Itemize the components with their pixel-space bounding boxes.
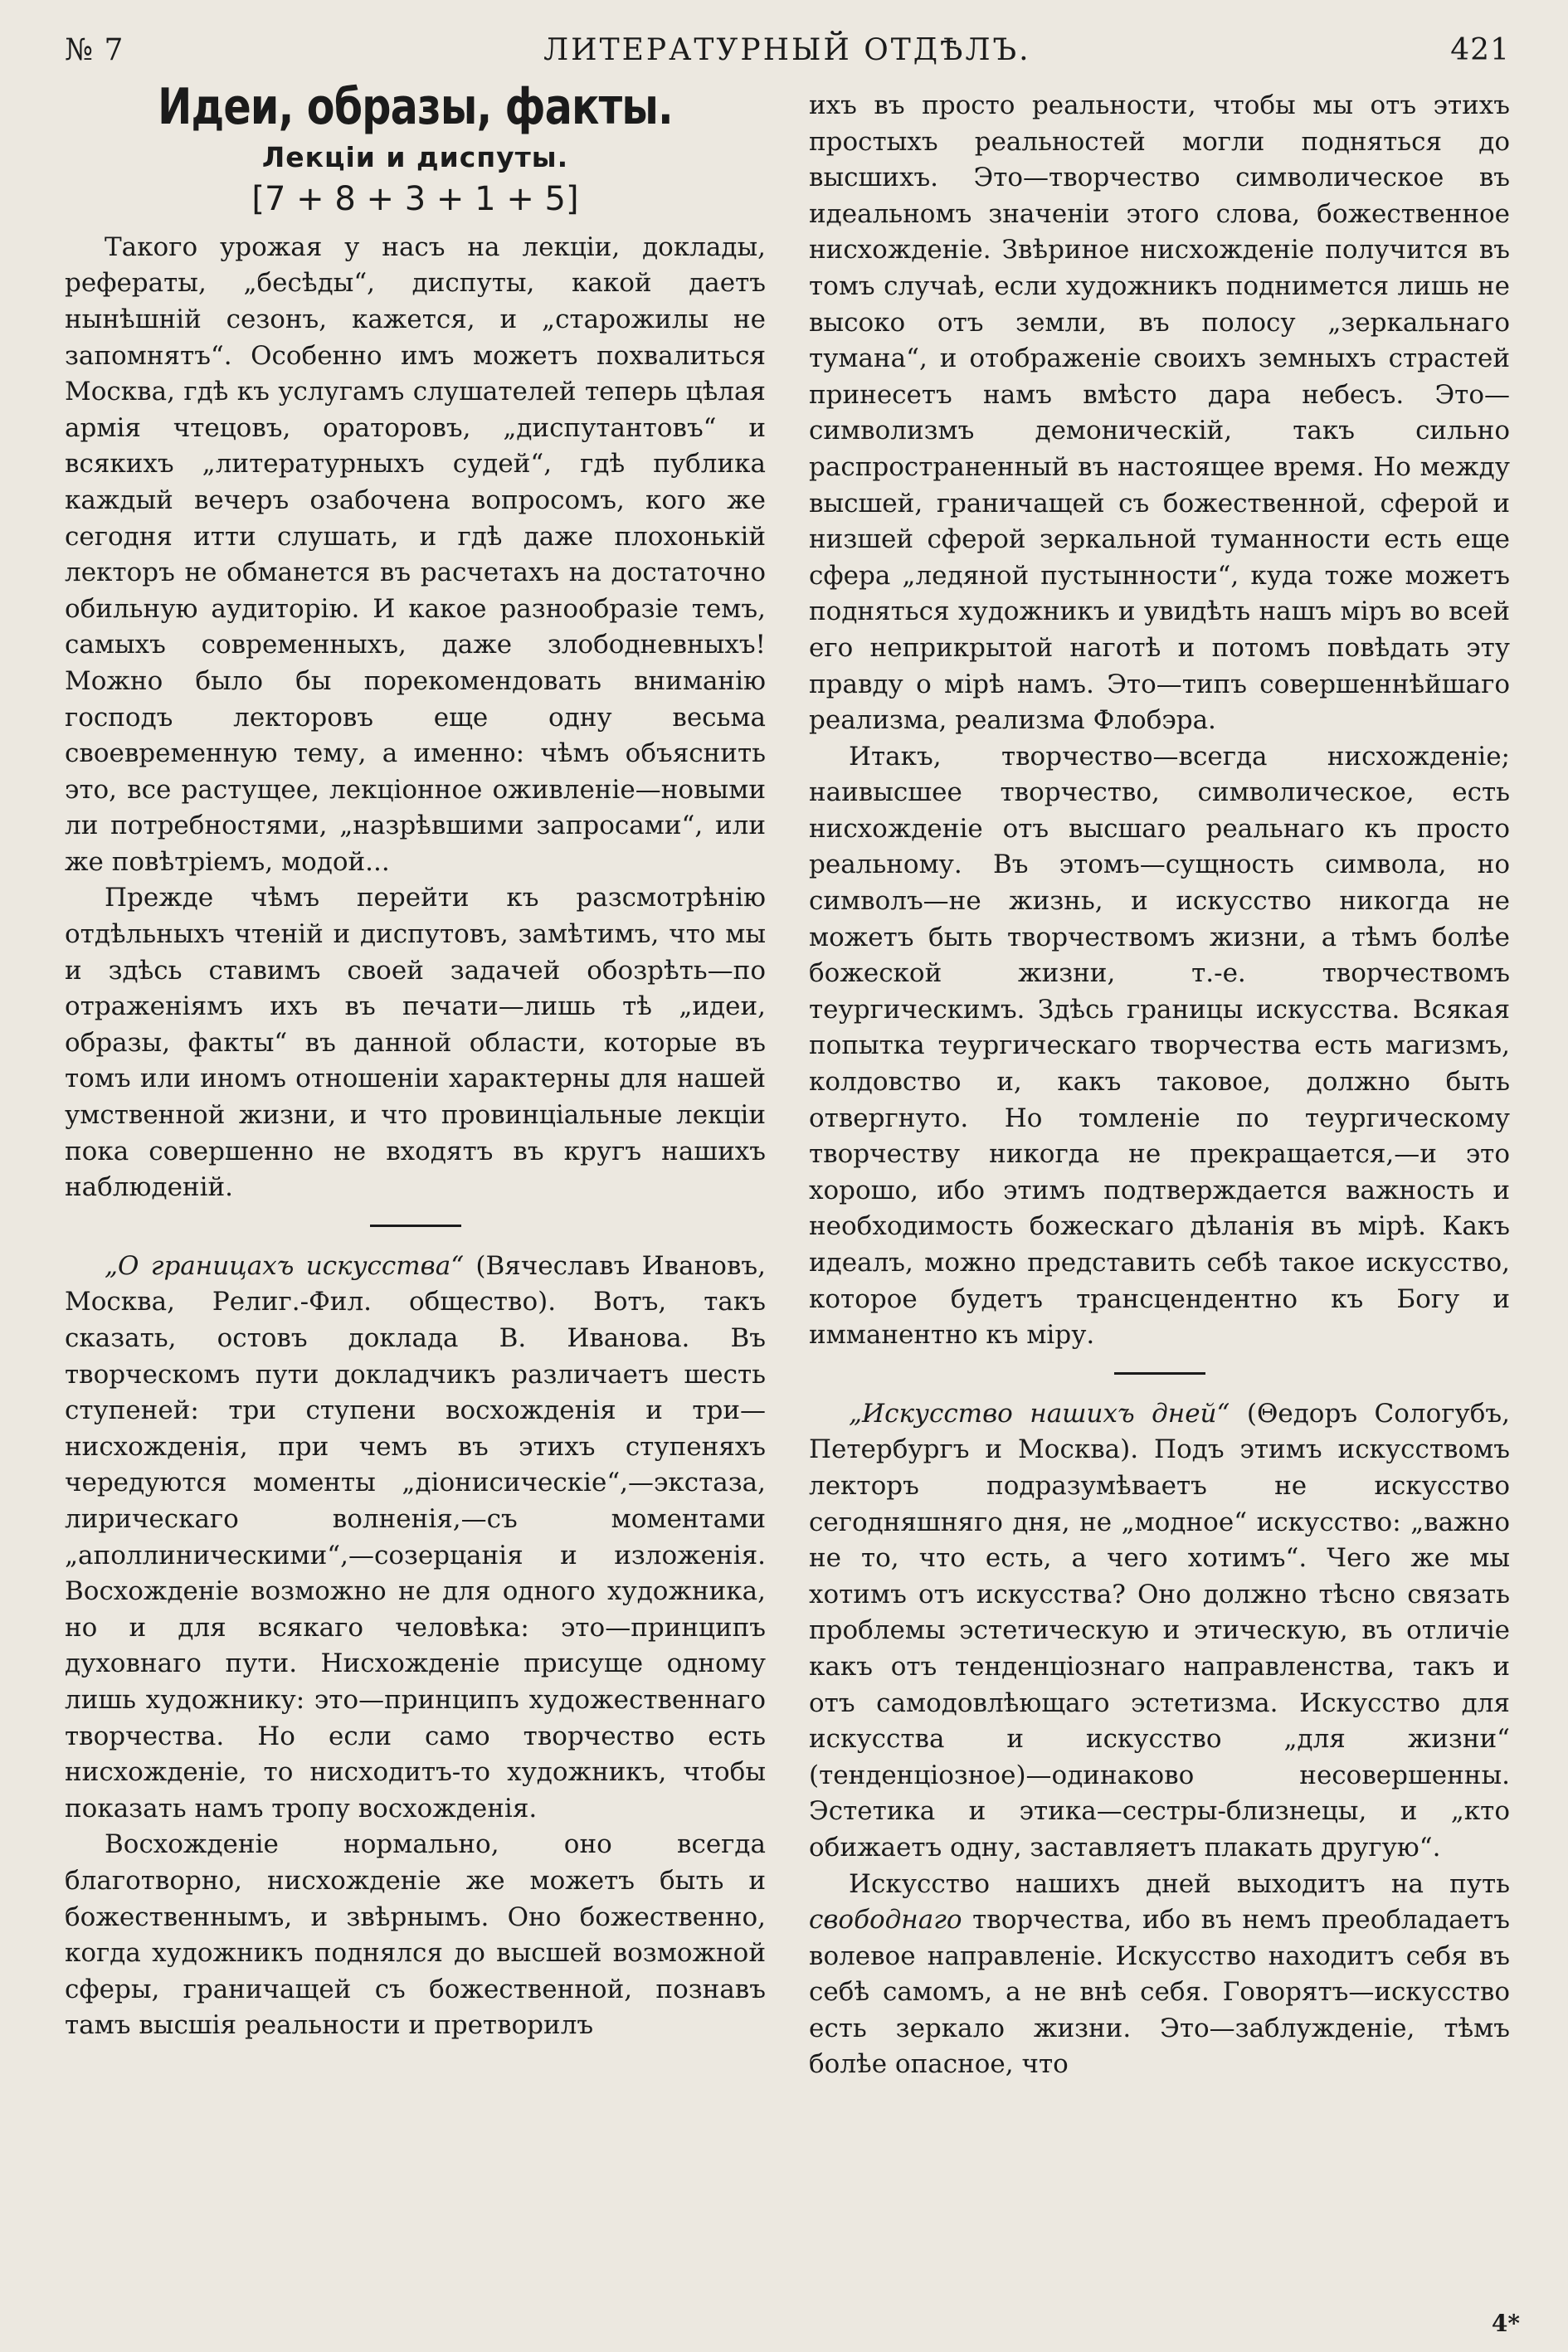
paragraph-text: (Θедоръ Сологубъ, Петербургъ и Москва). Подъ этимъ искусствомъ лекторъ подразумѣваетъ не искусство сегодняшняго дня, не „модное“ искусство: „важно не то, что есть, а чего хотимъ“. Чего же мы хотимъ отъ искусства? Оно должно тѣсно связать проблемы эстетическую и этическую, въ отличіе какъ отъ тенденціознаго направленства, такъ и отъ самодовлѣющаго эстетизма. Искусство для искусства и искусство „для жизни“ (тенденціозное)—одинаково несовершенны. Эстетика и этика—сестры-близнецы, и „кто обижаетъ одну, заставляетъ плакать другую“. xyxy=(809,1398,1510,1863)
article-title: Идеи, образы, факты. xyxy=(158,78,673,136)
lecture-title: „Искусство нашихъ дней“ xyxy=(849,1398,1230,1429)
divider xyxy=(370,1225,461,1227)
emphasis: свободнаго xyxy=(809,1905,962,1936)
right-column xyxy=(809,88,1510,2083)
paragraph-text: Искусство нашихъ дней выходитъ на путь xyxy=(849,1868,1510,1899)
page-number: 421 xyxy=(1450,33,1510,67)
paragraph xyxy=(809,1396,1510,1867)
two-columns xyxy=(65,78,1510,2083)
count-formula: [7 + 8 + 3 + 1 + 5] xyxy=(251,180,579,219)
paragraph-text: (Вячеславъ Ивановъ, Москва, Религ.-Фил. общество). Вотъ, такъ сказать, остовъ доклада В. Иванова. Въ творческомъ пути докладчикъ различаетъ шесть ступеней: три ступени восхожденія и три—нисхожденія, при чемъ въ этихъ ступеняхъ чередуются моменты „діонисическіе“,—экстаза, лирическаго волненія,—съ моментами „аполлиническими“,—созерцанія и изложенія. Восхожденіе возможно не для одного художника, но и для всякаго человѣка: это—принципъ духовнаго пути. Нисхожденіе присуще одному лишь художнику: это—принципъ художественнаго творчества. Но если само творчество есть нисхожденіе, то нисходитъ-то художникъ, чтобы показать намъ тропу восхожденія. xyxy=(65,1250,766,1824)
paragraph: Прежде чѣмъ перейти къ разсмотрѣнію отдѣльныхъ чтеній и диспутовъ, замѣтимъ, что мы и здѣсь ставимъ своей задачей обозрѣть—по отраженіямъ ихъ въ печати—лишь тѣ „идеи, образы, факты“ въ данной области, которые въ томъ или иномъ отношеніи характерны для нашей умственной жизни, и что провинціальные лекціи пока совершенно не входятъ въ кругъ нашихъ наблюденій. xyxy=(65,883,766,1203)
paragraph: Итакъ, творчество—всегда нисхожденіе; наивысшее творчество, символическое, есть нисхожденіе отъ высшаго реальнаго къ просто реальному. Въ этомъ—сущность символа, но символъ—не жизнь, и искусство никогда не можетъ быть творчествомъ жизни, а тѣмъ болѣе божеской жизни, т.-е. творчествомъ теургическимъ. Здѣсь границы искусства. Всякая попытка теургическаго творчества есть магизмъ, колдовство и, какъ таковое, должно быть отвергнуто. Но томленіе по теургическому творчеству никогда не прекращается,—и это хорошо, ибо этимъ подтверждается важность и необходимость божескаго дѣланія въ мірѣ. Какъ идеалъ, можно представить себѣ такое искусство, которое будетъ трансцендентно къ Богу и имманентно къ міру. xyxy=(809,741,1510,1351)
paragraph: Такого урожая у насъ на лекціи, доклады, рефераты, „бесѣды“, диспуты, какой даетъ нынѣшній сезонъ, кажется, и „старожилы не запомнятъ“. Особенно имъ можетъ похвалиться Москва, гдѣ къ услугамъ слушателей теперь цѣлая армія чтецовъ, ораторовъ, „диспутантовъ“ и всякихъ „литературныхъ судей“, гдѣ публика каждый вечеръ озабочена вопросомъ, кого же сегодня итти слушать, и гдѣ даже плохонькій лекторъ не обманется въ расчетахъ на достаточно обильную аудиторію. И какое разнообразіе темъ, самыхъ современныхъ, даже злободневныхъ! Можно было бы порекомендовать вниманію господъ лекторовъ еще одну весьма своевременную тему, а именно: чѣмъ объяснить это, все растущее, лекціонное оживленіе—новыми ли потребностями, „назрѣвшими запросами“, или же повѣтріемъ, модой... xyxy=(65,231,766,877)
left-column xyxy=(65,78,766,2083)
section-heading: ЛИТЕРАТУРНЫЙ ОТДѢЛЪ. xyxy=(543,33,1031,67)
paragraph xyxy=(65,1249,766,1828)
divider xyxy=(1114,1372,1205,1375)
printer-signature: 4* xyxy=(1491,2310,1520,2337)
paragraph: Восхожденіе нормально, оно всегда благотворно, нисхожденіе же можетъ быть и божественнымъ, и звѣрнымъ. Оно божественно, когда художникъ поднялся до высшей возможной сферы, граничащей съ божественной, познавъ тамъ высшія реальности и претворилъ xyxy=(65,1829,766,2041)
lecture-title: „О границахъ искусства“ xyxy=(105,1250,465,1281)
paragraph-text: творчества, ибо въ немъ преобладаетъ волевое направленіе. Искусство находитъ себя въ себѣ самомъ, а не внѣ себя. Говорятъ—искусство есть зеркало жизни. Это—заблужденіе, тѣмъ болѣе опасное, что xyxy=(809,1905,1510,2080)
paragraph xyxy=(809,1867,1510,2084)
issue-number: № 7 xyxy=(65,33,124,67)
running-header xyxy=(65,33,1510,83)
paragraph: ихъ въ просто реальности, чтобы мы отъ этихъ простыхъ реальностей могли подняться до высшихъ. Это—творчество символическое въ идеальномъ значеніи этого слова, божественное нисхожденіе. Звѣриное нисхожденіе получится въ томъ случаѣ, если художникъ поднимется лишь не высоко отъ земли, въ полосу „зеркальнаго тумана“, и отображеніе своихъ земныхъ страстей принесетъ намъ вмѣсто дара небесъ. Это—символизмъ демоническій, такъ сильно распространенный въ настоящее время. Но между высшей, граничащей съ божественной, сферой и низшей сферой зеркальной туманности есть еще сфера „ледяной пустынности“, куда тоже можетъ подняться художникъ и увидѣть нашъ міръ во всей его неприкрытой наготѣ и потомъ повѣдать эту правду о мірѣ намъ. Это—типъ совершеннѣйшаго реализма, реализма Флобэра. xyxy=(809,90,1510,736)
article-subtitle: Лекціи и диспуты. xyxy=(261,140,569,173)
